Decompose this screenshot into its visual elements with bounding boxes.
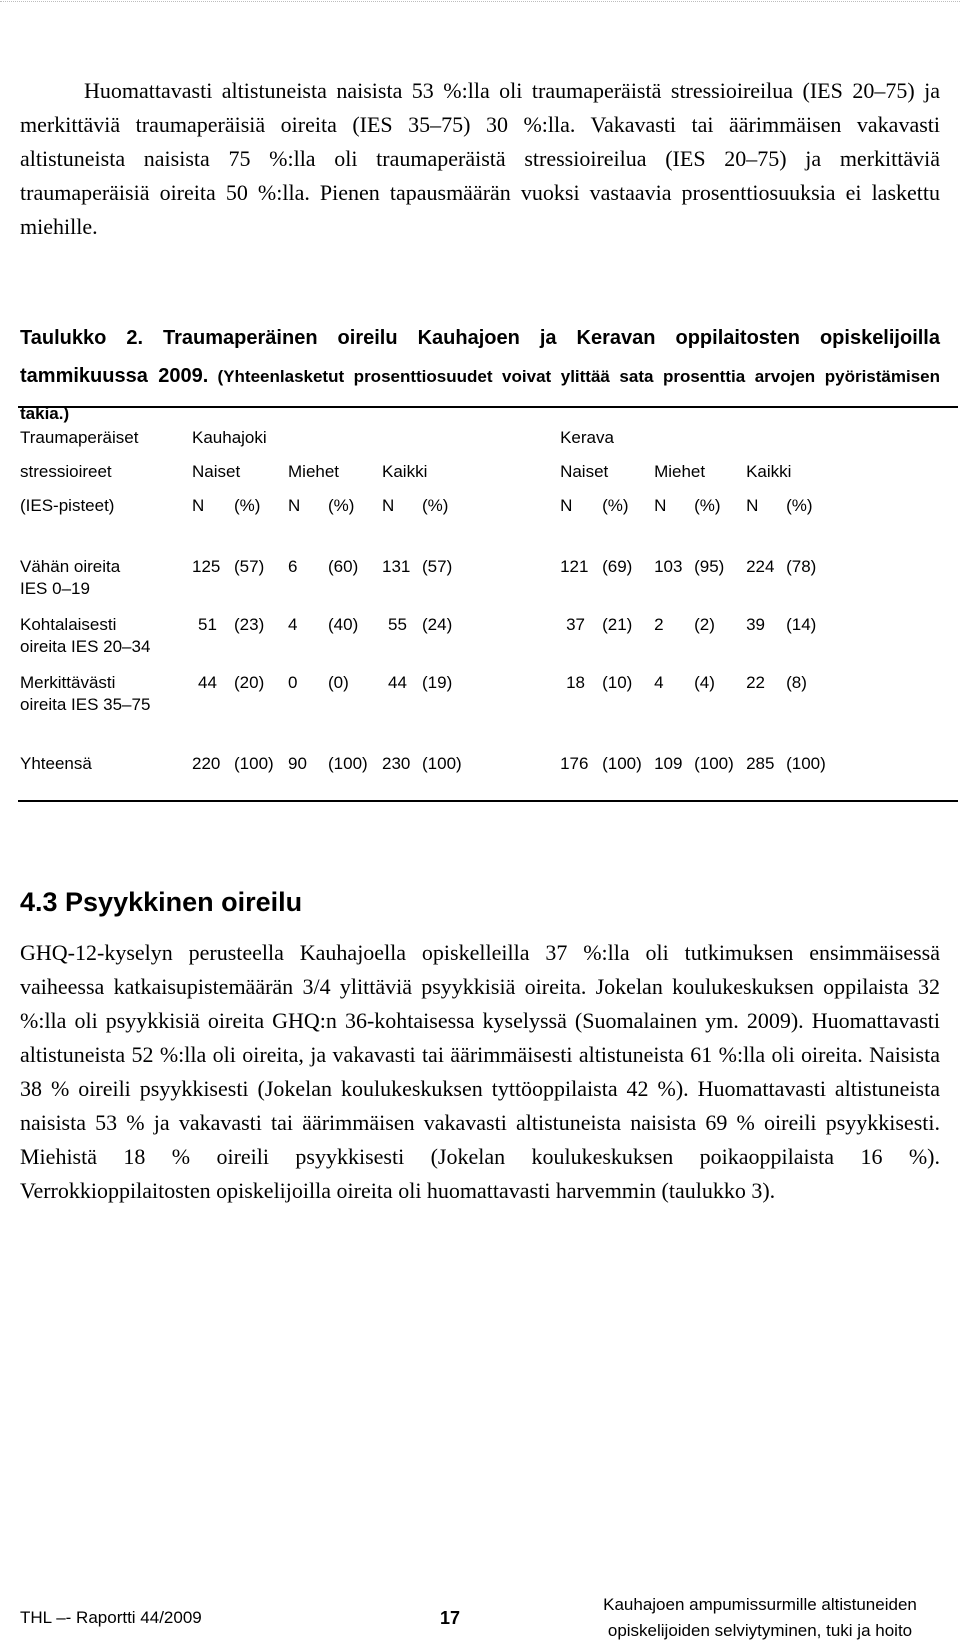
- header-label-2: stressioireet: [20, 462, 112, 481]
- cell: (60): [328, 557, 359, 576]
- table-row: [20, 614, 940, 672]
- cell: (100): [422, 754, 462, 773]
- cell: 37: [566, 615, 585, 634]
- cell: 55: [388, 615, 407, 634]
- header-kerava-naiset: Naiset: [560, 462, 609, 481]
- cell: (21): [602, 615, 633, 634]
- table-caption-main: Taulukko 2. Traumaperäinen oireilu Kauhajoen ja Keravan oppilaitosten opiskelijoilla tammikuussa 2009.: [20, 327, 940, 387]
- header-pct: (%): [422, 496, 449, 515]
- cell: (100): [694, 754, 734, 773]
- cell: 224: [746, 557, 775, 576]
- cell: 39: [746, 615, 765, 634]
- header-n: N: [654, 496, 667, 515]
- cell: 90: [288, 754, 307, 773]
- header-pct: (%): [234, 496, 261, 515]
- header-n: N: [746, 496, 759, 515]
- cell: (100): [234, 754, 274, 773]
- cell: 109: [654, 754, 683, 773]
- cell: 125: [192, 557, 221, 576]
- header-label-3: (IES-pisteet): [20, 496, 115, 515]
- cell: 51: [198, 615, 217, 634]
- section-heading: 4.3 Psyykkinen oireilu: [20, 887, 303, 917]
- cell: (100): [602, 754, 642, 773]
- header-row-1: [20, 428, 940, 462]
- cell: 230: [382, 754, 411, 773]
- cell: (57): [234, 557, 265, 576]
- cell: 18: [566, 673, 585, 692]
- cell: 4: [654, 673, 664, 692]
- cell: (40): [328, 615, 359, 634]
- cell: (69): [602, 557, 633, 576]
- cell: (14): [786, 615, 817, 634]
- total-label: Yhteensä: [20, 754, 92, 773]
- top-dotted-border: [0, 1, 960, 2]
- footer-report-title: Kauhajoen ampumissurmille altistuneiden opiskelijoiden selviytyminen, tuki ja hoito: [603, 1595, 917, 1640]
- cell: (8): [786, 673, 807, 692]
- header-gap: [20, 530, 940, 556]
- footer-report-id: THL –- Raportti 44/2009: [20, 1608, 202, 1627]
- body-paragraph: GHQ-12-kyselyn perusteella Kauhajoella opiskelleilla 37 %:lla oli tutkimuksen ensimmäisessä vaiheessa katkaisupistemäärän 3/4 ylittäviä psyykkisiä oireita. Jokelan koulukeskuksen oppilaista 32 %:lla oli psyykkisiä oireita GHQ:n 36-kohtaisessa kyselyssä (Suomalainen ym. 2009). Huomattavasti altistuneista 52 %:lla oli oireita, ja vakavasti tai äärimmäisesti altistuneista 61 %:lla oli oireita. Naisista 38 % oireili psyykkisesti (Jokelan koulukeskuksen tyttöoppilaista 42 %). Huomattavasti altistuneista naisista 53 % ja vakavasti tai äärimmäisen vakavasti altistuneista naisista 69 % oireili psyykkisesti. Miehistä 18 % oireili psyykkisesti (Jokelan koulukeskuksen poikaoppilaista 16 %). Verrokkioppilaitosten opiskelijoilla oireita oli huomattavasti harvemmin (taulukko 3).: [20, 940, 940, 1203]
- header-kerava-kaikki: Kaikki: [746, 462, 792, 481]
- header-label-1: Traumaperäiset: [20, 428, 139, 447]
- header-kauhajoki-kaikki: Kaikki: [382, 462, 428, 481]
- table-row: [20, 556, 940, 614]
- cell: 121: [560, 557, 589, 576]
- row-label: Merkittävästi oireita IES 35–75: [20, 673, 151, 714]
- cell: 22: [746, 673, 765, 692]
- cell: 103: [654, 557, 683, 576]
- cell: (23): [234, 615, 265, 634]
- table-caption-note: (Yhteenlasketut prosenttiosuudet voivat ylittää sata prosenttia arvojen pyöristämisen takia.): [20, 367, 941, 423]
- row-label: Vähän oireita IES 0–19: [20, 557, 121, 598]
- cell: 2: [654, 615, 664, 634]
- cell: 0: [288, 673, 298, 692]
- header-n: N: [382, 496, 395, 515]
- table-top-rule: [18, 406, 958, 408]
- header-n: N: [288, 496, 301, 515]
- cell: (95): [694, 557, 725, 576]
- header-pct: (%): [602, 496, 629, 515]
- row-label: Kohtalaisesti oireita IES 20–34: [20, 615, 151, 656]
- cell: 44: [198, 673, 217, 692]
- cell: (4): [694, 673, 715, 692]
- page-number: 17: [440, 1608, 461, 1628]
- header-row-2: [20, 462, 940, 496]
- header-kauhajoki: Kauhajoki: [192, 428, 267, 447]
- header-n: N: [192, 496, 205, 515]
- intro-paragraph: Huomattavasti altistuneista naisista 53 %:lla oli traumaperäistä stressioireilua (IES 20–75) ja merkittäviä traumaperäisiä oireita (IES 35–75) 30 %:lla. Vakavasti tai äärimmäisen vakavasti altistuneista naisista 75 %:lla oli traumaperäistä stressioireilua (IES 20–75) ja merkittäviä traumaperäisiä oireita 50 %:lla. Pienen tapausmäärän vuoksi vastaavia prosenttiosuuksia ei laskettu miehille.: [20, 78, 940, 239]
- header-kerava: Kerava: [560, 428, 614, 447]
- cell: 4: [288, 615, 298, 634]
- cell: (20): [234, 673, 265, 692]
- cell: (100): [786, 754, 826, 773]
- cell: 176: [560, 754, 589, 773]
- header-pct: (%): [328, 496, 355, 515]
- cell: 6: [288, 557, 298, 576]
- header-kauhajoki-naiset: Naiset: [192, 462, 241, 481]
- header-pct: (%): [786, 496, 813, 515]
- cell: (0): [328, 673, 349, 692]
- cell: (57): [422, 557, 453, 576]
- table-row: [20, 672, 940, 730]
- cell: 131: [382, 557, 411, 576]
- cell: 285: [746, 754, 775, 773]
- row-gap: [20, 730, 940, 754]
- cell: (78): [786, 557, 817, 576]
- cell: (24): [422, 615, 453, 634]
- header-kauhajoki-miehet: Miehet: [288, 462, 340, 481]
- cell: (19): [422, 673, 453, 692]
- header-kerava-miehet: Miehet: [654, 462, 706, 481]
- header-pct: (%): [694, 496, 721, 515]
- header-row-3: [20, 496, 940, 530]
- trauma-symptoms-table: [20, 428, 940, 794]
- cell: (2): [694, 615, 715, 634]
- cell: (10): [602, 673, 633, 692]
- cell: 220: [192, 754, 221, 773]
- total-row: [20, 754, 940, 794]
- header-n: N: [560, 496, 573, 515]
- table-bottom-rule: [18, 800, 958, 802]
- table-caption: [20, 320, 940, 433]
- cell: 44: [388, 673, 407, 692]
- cell: (100): [328, 754, 368, 773]
